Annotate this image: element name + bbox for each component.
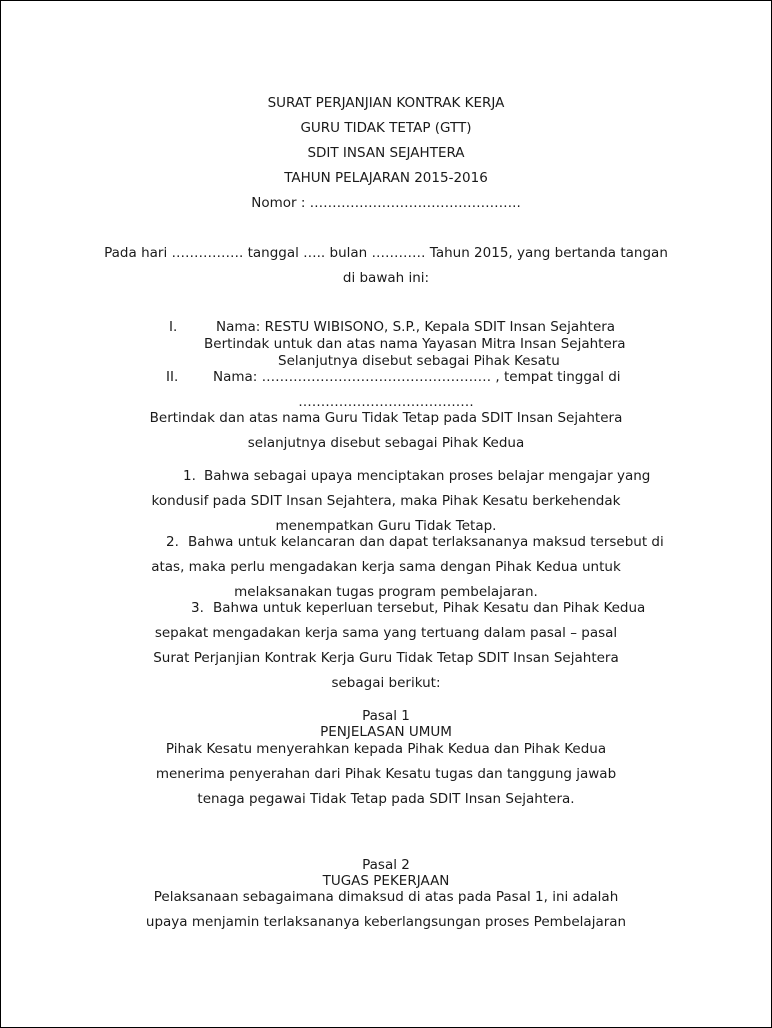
party-two-name: Nama: …………………………………………… , tempat tinggal di bbox=[213, 369, 621, 385]
pasal-2-subheading: TUGAS PEKERJAAN bbox=[322, 873, 450, 889]
party-two-role: Bertindak dan atas nama Guru Tidak Tetap pada SDIT Insan Sejahtera bbox=[149, 410, 623, 426]
title-line-3: SDIT INSAN SEJAHTERA bbox=[307, 145, 465, 161]
pasal-1-subheading: PENJELASAN UMUM bbox=[320, 724, 452, 740]
pasal-2-heading: Pasal 2 bbox=[362, 857, 410, 873]
intro-line-1: Pada hari ……………. tanggal ….. bulan ………… Tahun 2015, yang bertanda tangan bbox=[104, 245, 668, 261]
consideration-1-number: 1. bbox=[183, 468, 196, 484]
title-line-4: TAHUN PELAJARAN 2015-2016 bbox=[284, 170, 488, 186]
consideration-3-line-1: Bahwa untuk keperluan tersebut, Pihak Kesatu dan Pihak Kedua bbox=[213, 600, 646, 616]
party-one-name: Nama: RESTU WIBISONO, S.P., Kepala SDIT Insan Sejahtera bbox=[216, 319, 616, 335]
nomor-line: Nomor : ……………………………………….. bbox=[251, 195, 521, 211]
consideration-2-line-2: atas, maka perlu mengadakan kerja sama dengan Pihak Kedua untuk bbox=[151, 559, 621, 575]
consideration-2-number: 2. bbox=[166, 534, 179, 550]
pasal-1-line-1: Pihak Kesatu menyerahkan kepada Pihak Kedua dan Pihak Kedua bbox=[165, 741, 607, 757]
pasal-1-line-3: tenaga pegawai Tidak Tetap pada SDIT Insan Sejahtera. bbox=[197, 791, 575, 807]
consideration-1-line-1: Bahwa sebagai upaya menciptakan proses belajar mengajar yang bbox=[204, 468, 651, 484]
title-line-2: GURU TIDAK TETAP (GTT) bbox=[300, 120, 472, 136]
consideration-3-line-3: Surat Perjanjian Kontrak Kerja Guru Tidak Tetap SDIT Insan Sejahtera bbox=[153, 650, 619, 666]
consideration-1-line-2: kondusif pada SDIT Insan Sejahtera, maka Pihak Kesatu berkehendak bbox=[151, 493, 621, 509]
party-one-alias: Selanjutnya disebut sebagai Pihak Kesatu bbox=[278, 353, 560, 369]
party-one-role: Bertindak untuk dan atas nama Yayasan Mitra Insan Sejahtera bbox=[204, 336, 626, 352]
party-one-numeral: I. bbox=[169, 319, 178, 335]
consideration-3-line-2: sepakat mengadakan kerja sama yang tertuang dalam pasal – pasal bbox=[154, 625, 618, 641]
consideration-1-line-3: menempatkan Guru Tidak Tetap. bbox=[275, 518, 497, 534]
party-two-alias: selanjutnya disebut sebagai Pihak Kedua bbox=[247, 435, 525, 451]
party-two-address: ………………………………… bbox=[298, 394, 474, 410]
consideration-2-line-3: melaksanakan tugas program pembelajaran. bbox=[234, 584, 538, 600]
pasal-1-heading: Pasal 1 bbox=[362, 708, 410, 724]
pasal-2-line-2: upaya menjamin terlaksananya keberlangsungan proses Pembelajaran bbox=[145, 914, 627, 930]
pasal-2-line-1: Pelaksanaan sebagaimana dimaksud di atas pada Pasal 1, ini adalah bbox=[153, 889, 619, 905]
party-two-numeral: II. bbox=[166, 369, 179, 385]
title-line-1: SURAT PERJANJIAN KONTRAK KERJA bbox=[267, 95, 505, 111]
consideration-3-line-4: sebagai berikut: bbox=[331, 675, 441, 691]
pasal-1-line-2: menerima penyerahan dari Pihak Kesatu tugas dan tanggung jawab bbox=[155, 766, 617, 782]
consideration-2-line-1: Bahwa untuk kelancaran dan dapat terlaksananya maksud tersebut di bbox=[188, 534, 664, 550]
consideration-3-number: 3. bbox=[191, 600, 204, 616]
intro-line-2: di bawah ini: bbox=[342, 270, 430, 286]
